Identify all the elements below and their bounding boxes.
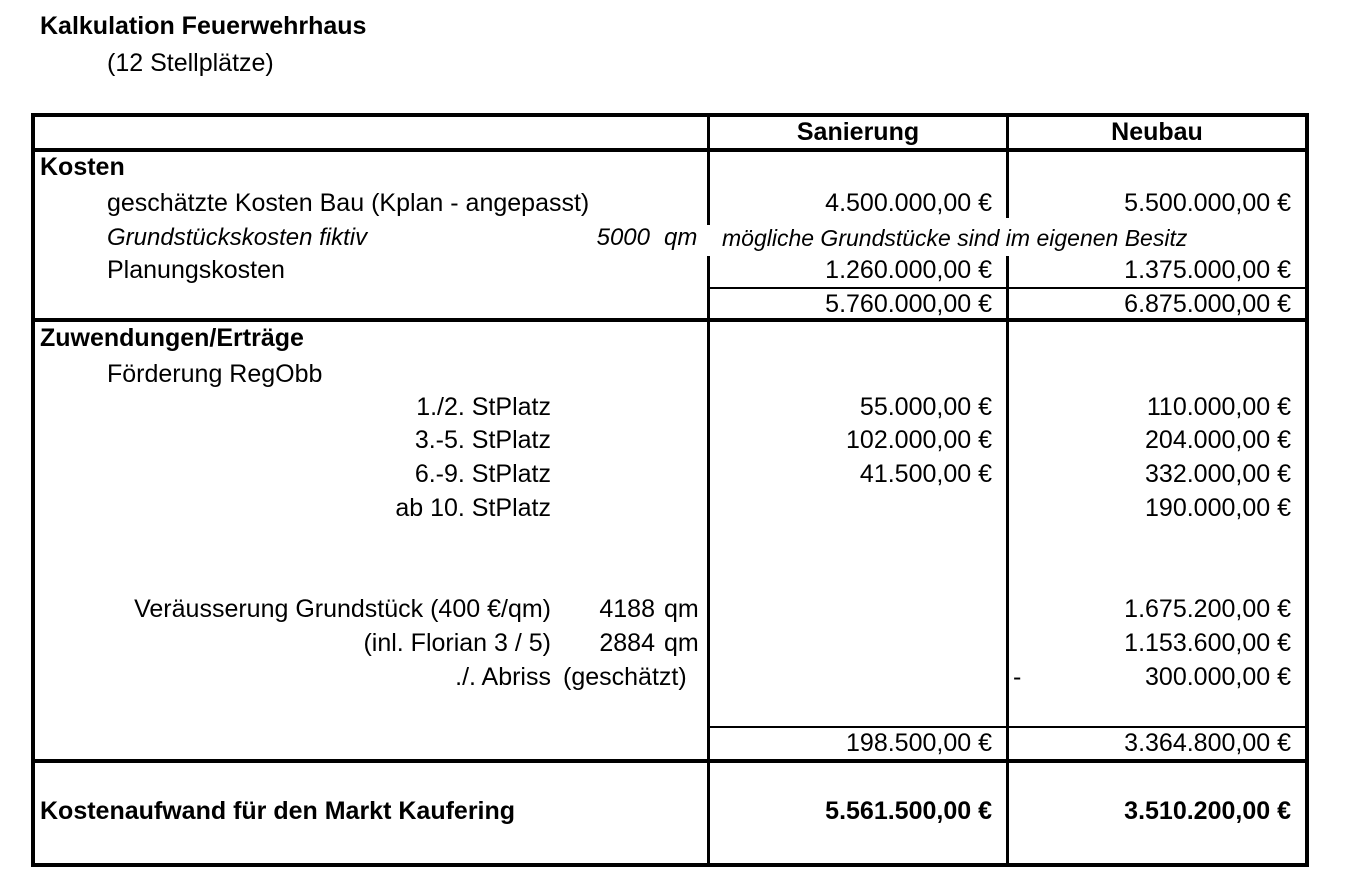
row-label-florian: (inl. Florian 3 / 5) [363, 629, 551, 657]
cell-zuwendungen-sum-sanierung: 198.500,00 € [846, 729, 992, 757]
cell-florian-qty: 2884 [599, 629, 655, 657]
row-label-abriss: ./. Abriss [455, 663, 551, 691]
cell-bau-neubau: 5.500.000,00 € [1124, 189, 1291, 217]
cell-kosten-sum-neubau: 6.875.000,00 € [1124, 290, 1291, 318]
cell-grundstueck-qty: 5000 [596, 224, 650, 251]
cell-grundstueck-note: mögliche Grundstücke sind im eigenen Besitz [722, 225, 1188, 251]
section-heading-zuwendungen: Zuwendungen/Erträge [40, 324, 304, 352]
cell-veraeusserung-qty: 4188 [599, 595, 655, 623]
cell-zuwendungen-sum-neubau: 3.364.800,00 € [1124, 729, 1291, 757]
row-label-planung: Planungskosten [107, 256, 285, 284]
page-title: Kalkulation Feuerwehrhaus [40, 12, 367, 40]
cell-abriss-note: (geschätzt) [563, 663, 687, 691]
row-label-stplatz-4: ab 10. StPlatz [395, 494, 551, 522]
cell-abriss-neubau: 300.000,00 € [1145, 663, 1291, 691]
row-label-stplatz-2: 3.-5. StPlatz [414, 426, 551, 454]
row-label-foerderung: Förderung RegObb [107, 360, 323, 388]
total-sanierung: 5.561.500,00 € [825, 797, 992, 825]
cell-stplatz-2-sanierung: 102.000,00 € [846, 426, 992, 454]
table-border-bottom [31, 863, 1309, 867]
cell-kosten-sum-sanierung: 5.760.000,00 € [825, 290, 992, 318]
cell-grundstueck-unit: qm [664, 224, 698, 251]
cell-stplatz-1-neubau: 110.000,00 € [1146, 393, 1291, 421]
total-label: Kostenaufwand für den Markt Kaufering [40, 797, 516, 825]
cell-florian-neubau: 1.153.600,00 € [1124, 629, 1291, 657]
cell-bau-sanierung: 4.500.000,00 € [825, 189, 992, 217]
col-divider-2b [1006, 256, 1009, 867]
cell-stplatz-4-neubau: 190.000,00 € [1145, 494, 1291, 522]
col-divider-1b [707, 256, 710, 867]
row-label-stplatz-1: 1./2. StPlatz [416, 393, 551, 421]
cell-stplatz-2-neubau: 204.000,00 € [1145, 426, 1291, 454]
cell-stplatz-3-sanierung: 41.500,00 € [859, 460, 992, 488]
cell-veraeusserung-unit: qm [664, 595, 699, 623]
cell-stplatz-3-neubau: 332.000,00 € [1145, 460, 1291, 488]
header-divider [31, 148, 1309, 152]
cell-planung-neubau: 1.375.000,00 € [1124, 256, 1291, 284]
cell-florian-unit: qm [664, 629, 699, 657]
column-header-sanierung: Sanierung [796, 118, 920, 146]
row-label-veraeusserung: Veräusserung Grundstück (400 €/qm) [134, 595, 551, 623]
total-neubau: 3.510.200,00 € [1124, 797, 1291, 825]
row-label-grundstueck: Grundstückskosten fiktiv [107, 224, 368, 251]
cell-planung-sanierung: 1.260.000,00 € [825, 256, 992, 284]
row-label-stplatz-3: 6.-9. StPlatz [414, 460, 551, 488]
section-heading-kosten: Kosten [40, 153, 125, 181]
page-subtitle: (12 Stellplätze) [107, 49, 274, 77]
table-border-right [1305, 113, 1309, 867]
table-border-top [31, 113, 1309, 117]
row-label-bau: geschätzte Kosten Bau (Kplan - angepasst) [107, 189, 590, 217]
cell-veraeusserung-neubau: 1.675.200,00 € [1124, 595, 1291, 623]
total-divider [31, 759, 1309, 763]
table-border-left [31, 113, 35, 867]
kosten-subtotal-rule [707, 287, 1309, 289]
cell-abriss-sign: - [1013, 663, 1022, 691]
section-divider [31, 318, 1309, 322]
column-header-neubau: Neubau [1111, 118, 1203, 146]
zuwendungen-subtotal-rule [707, 726, 1309, 728]
cell-stplatz-1-sanierung: 55.000,00 € [859, 393, 992, 421]
